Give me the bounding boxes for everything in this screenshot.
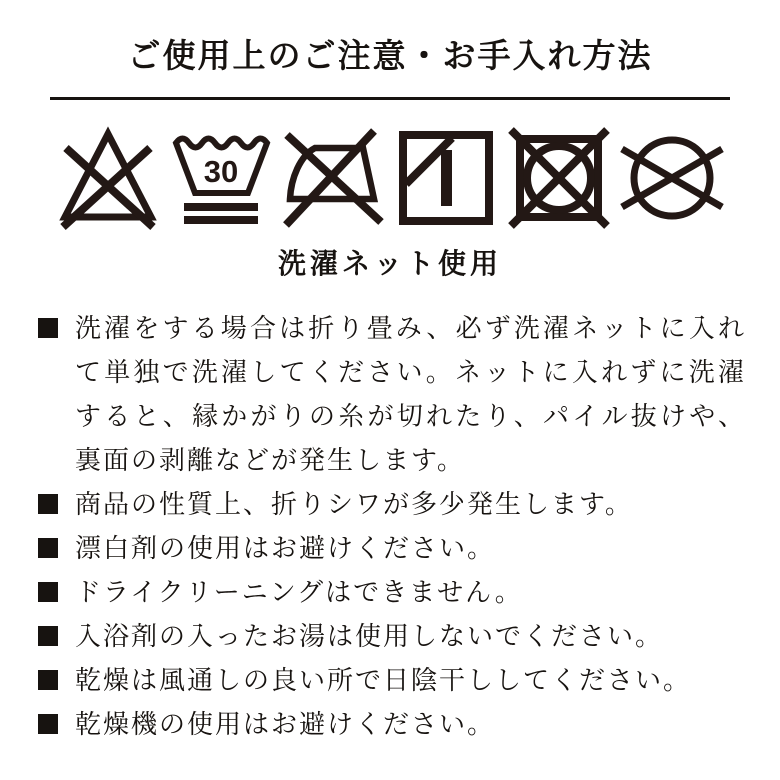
- care-note-text: 入浴剤の入ったお湯は使用しないでください。: [75, 621, 664, 651]
- bullet-square-icon: [38, 318, 58, 338]
- care-note: [38, 526, 746, 570]
- do-not-tumble-dry-icon: [507, 126, 611, 230]
- bullet-square-icon: [38, 494, 58, 514]
- do-not-bleach-icon: [56, 126, 160, 230]
- drip-dry-in-shade-icon: [394, 126, 498, 230]
- care-note: [38, 306, 746, 482]
- care-note: [38, 702, 746, 746]
- care-note: [38, 614, 746, 658]
- care-note: [38, 482, 746, 526]
- bullet-square-icon: [38, 714, 58, 734]
- bullet-square-icon: [38, 538, 58, 558]
- page-title: ご使用上のご注意・お手入れ方法: [127, 37, 653, 74]
- care-note-text: 乾燥機の使用はお避けください。: [75, 709, 496, 739]
- care-note-text: 洗濯をする場合は折り畳み、必ず洗濯ネットに入れて単独で洗濯してください。ネットに入れずに洗濯すると、縁かがりの糸が切れたり、パイル抜けや、裏面の剥離などが発生します。: [75, 313, 746, 475]
- care-notes-list: [38, 306, 746, 746]
- care-note: [38, 570, 746, 614]
- care-note-text: 商品の性質上、折りシワが多少発生します。: [75, 489, 633, 519]
- bullet-square-icon: [38, 582, 58, 602]
- care-note-text: ドライクリーニングはできません。: [75, 577, 523, 607]
- do-not-iron-icon: [282, 126, 386, 230]
- wash-temp-label: 30: [203, 154, 239, 189]
- wash-30-very-gentle-icon: [169, 126, 273, 230]
- title-divider: [50, 97, 730, 100]
- laundry-net-note: 洗濯ネット使用: [277, 248, 502, 279]
- care-note: [38, 658, 746, 702]
- care-note-text: 乾燥は風通しの良い所で日陰干ししてください。: [75, 665, 692, 695]
- bullet-square-icon: [38, 626, 58, 646]
- do-not-dry-clean-icon: [620, 126, 724, 230]
- care-note-text: 漂白剤の使用はお避けください。: [75, 533, 496, 563]
- care-symbols-row: [56, 126, 724, 230]
- bullet-square-icon: [38, 670, 58, 690]
